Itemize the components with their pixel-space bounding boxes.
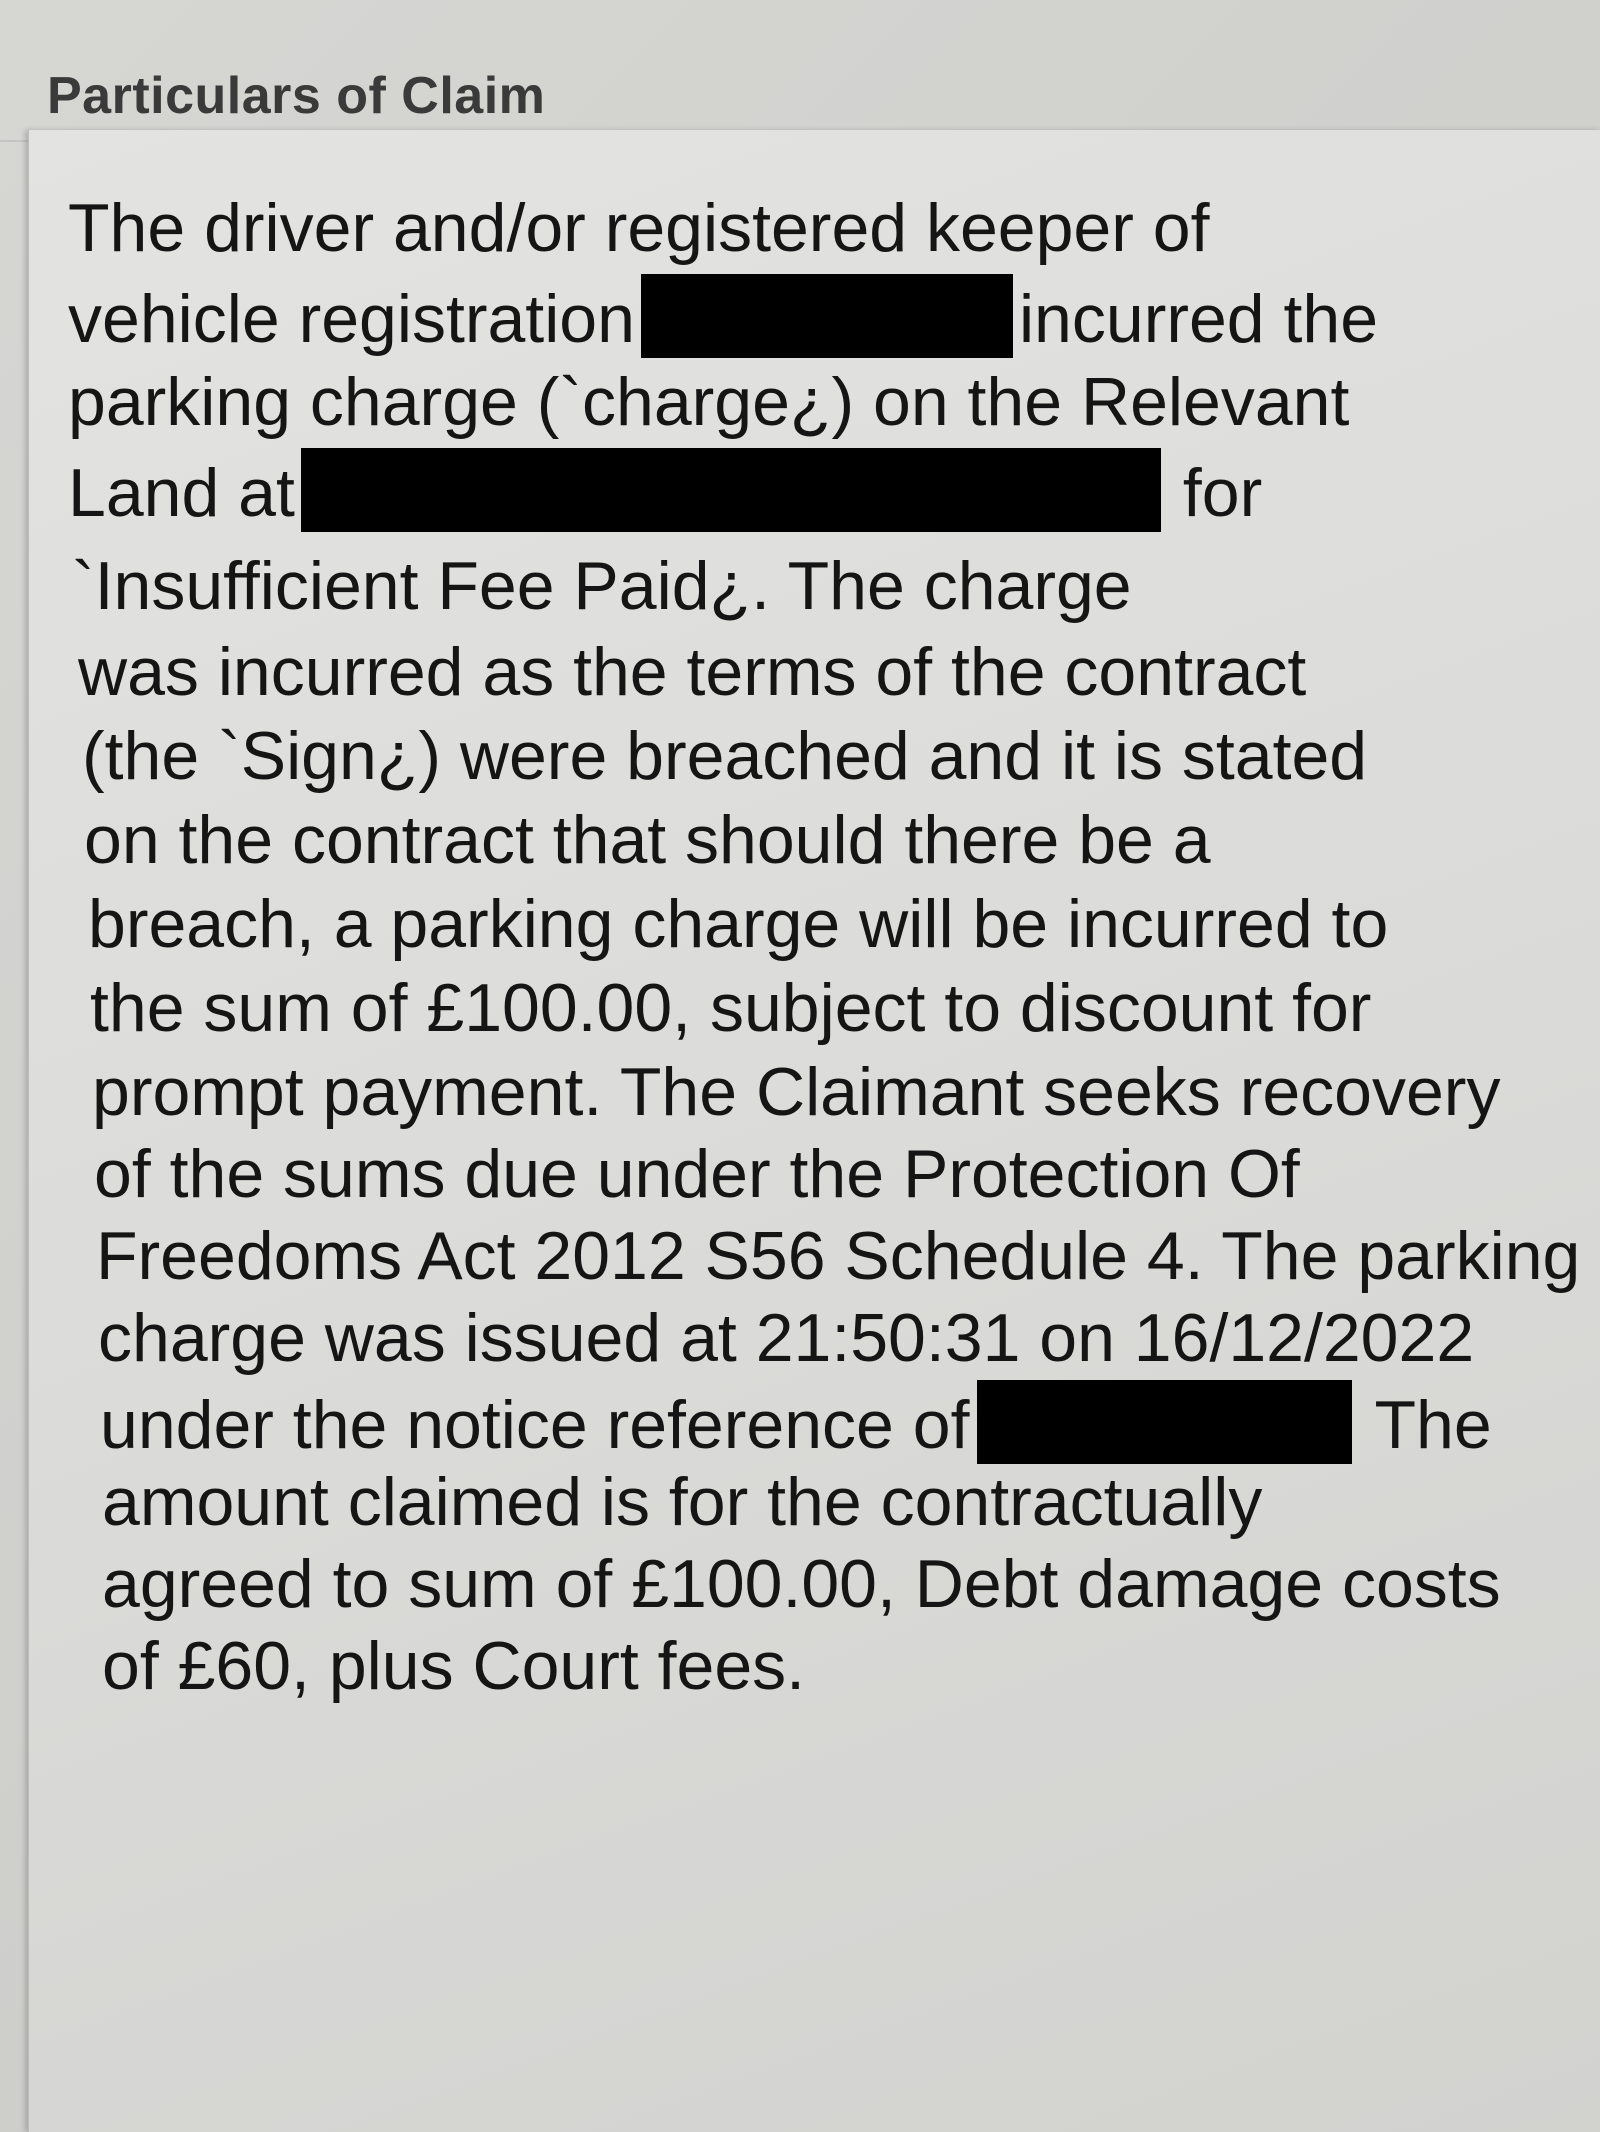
document-heading: Particulars of Claim: [47, 67, 546, 125]
claim-line: charge was issued at 21:50:31 on 16/12/2022: [98, 1300, 1475, 1376]
redaction-block-registration: [641, 274, 1013, 358]
claim-line: agreed to sum of £100.00, Debt damage costs: [102, 1546, 1501, 1622]
claim-line: Freedoms Act 2012 S56 Schedule 4. The parking: [96, 1218, 1581, 1294]
claim-line: [100, 1380, 1492, 1465]
claim-line-text: Land at: [68, 455, 295, 531]
claim-line: prompt payment. The Claimant seeks recovery: [92, 1054, 1501, 1130]
claim-line: on the contract that should there be a: [84, 802, 1211, 878]
claim-line: was incurred as the terms of the contract: [78, 634, 1307, 710]
claim-line-text: for: [1182, 455, 1263, 531]
claim-line: breach, a parking charge will be incurred to: [88, 886, 1389, 962]
claim-line: [68, 448, 1262, 533]
claim-line: of £60, plus Court fees.: [102, 1628, 806, 1704]
claim-line: [68, 274, 1378, 359]
claim-line: of the sums due under the Protection Of: [94, 1136, 1300, 1212]
redaction-block-notice-reference: [977, 1380, 1352, 1464]
claim-line: The driver and/or registered keeper of: [68, 190, 1210, 266]
claim-line-text: The: [1374, 1387, 1492, 1463]
claim-line: (the `Sign¿) were breached and it is stated: [82, 718, 1368, 794]
redaction-block-location: [301, 448, 1161, 532]
claim-line: amount claimed is for the contractually: [102, 1464, 1263, 1540]
claim-line-text: vehicle registration: [68, 281, 635, 357]
claim-line: `Insufficient Fee Paid¿. The charge: [72, 548, 1132, 624]
claim-line: parking charge (`charge¿) on the Relevant: [68, 364, 1350, 440]
claim-line: the sum of £100.00, subject to discount for: [90, 970, 1372, 1046]
claim-line-text: under the notice reference of: [100, 1387, 970, 1463]
claim-line-text: incurred the: [1018, 281, 1379, 357]
